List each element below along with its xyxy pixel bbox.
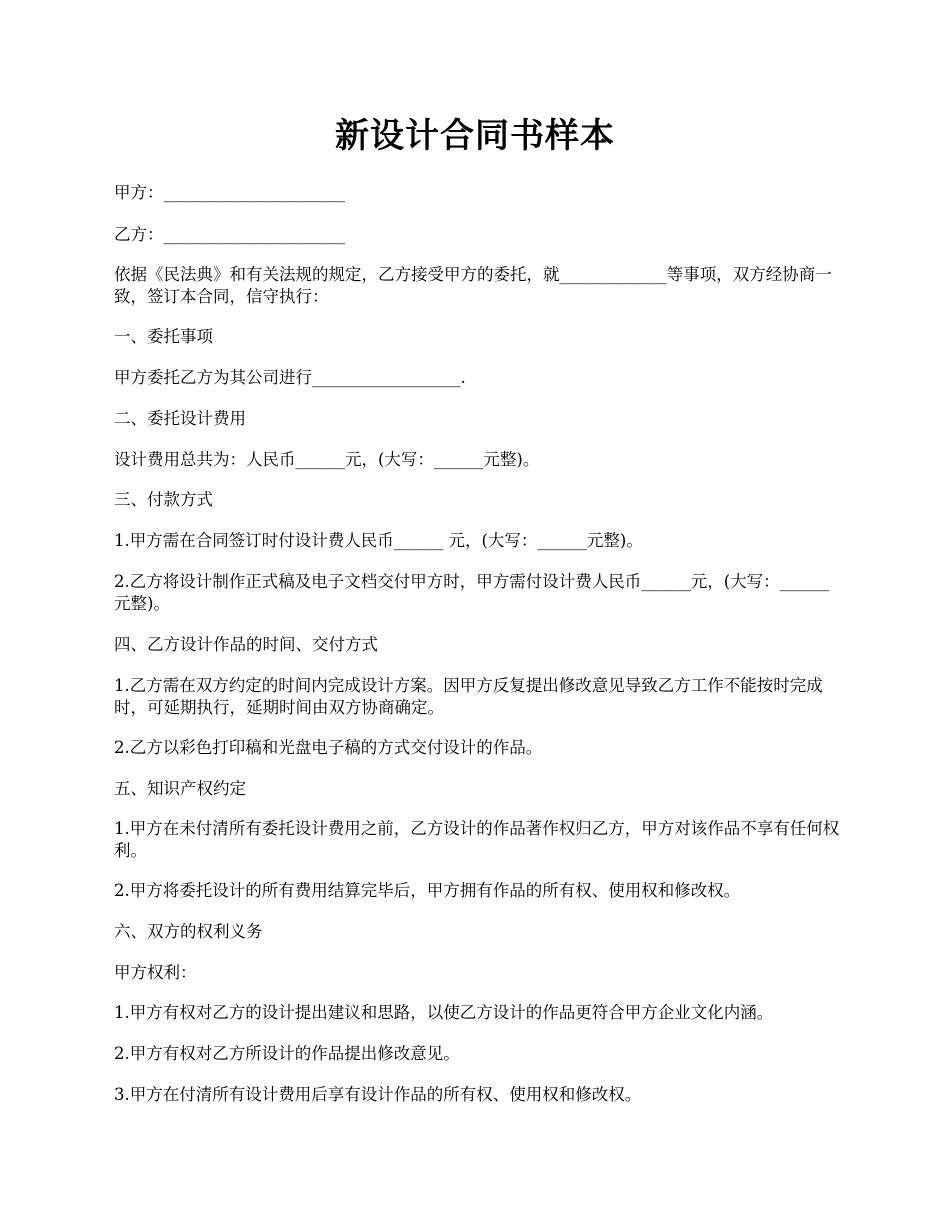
clause-paragraph: 2.甲方将委托设计的所有费用结算完毕后，甲方拥有作品的所有权、使用权和修改权。 xyxy=(114,881,741,900)
party-b-line: 乙方：______________________ xyxy=(114,225,345,244)
clause-paragraph: 设计费用总共为：人民币______元，(大写：______元整)。 xyxy=(114,450,540,469)
clause-paragraph: 1.乙方需在双方约定的时间内完成设计方案。因甲方反复提出修改意见导致乙方工作不能按时完成时，可延期执行，延期时间由双方协商确定。 xyxy=(114,676,823,717)
clause-paragraph: 1.甲方在未付清所有委托设计费用之前，乙方设计的作品著作权归乙方，甲方对该作品不享有任何权利。 xyxy=(114,819,840,860)
clause-paragraph: 2.乙方以彩色打印稿和光盘电子稿的方式交付设计的作品。 xyxy=(114,738,543,757)
section-heading-1: 一、委托事项 xyxy=(114,327,213,346)
document-title: 新设计合同书样本 xyxy=(335,116,615,156)
section-heading-3: 三、付款方式 xyxy=(114,490,213,509)
section-heading-4: 四、乙方设计作品的时间、交付方式 xyxy=(114,635,378,654)
clause-paragraph: 3.甲方在付清所有设计费用后享有设计作品的所有权、使用权和修改权。 xyxy=(114,1085,642,1104)
clause-paragraph: 2.乙方将设计制作正式稿及电子文档交付甲方时，甲方需付设计费人民币______元，(大写：______元整)。 xyxy=(114,572,830,613)
section-heading-5: 五、知识产权约定 xyxy=(114,779,246,798)
party-a-line: 甲方：______________________ xyxy=(114,183,345,202)
clause-paragraph: 甲方委托乙方为其公司进行__________________. xyxy=(114,368,466,387)
clause-paragraph: 2.甲方有权对乙方所设计的作品提出修改意见。 xyxy=(114,1044,460,1063)
clause-paragraph: 1.甲方需在合同签订时付设计费人民币______ 元，(大写：______元整)。 xyxy=(114,531,643,550)
section-heading-2: 二、委托设计费用 xyxy=(114,409,246,428)
sub-heading: 甲方权利： xyxy=(114,963,197,982)
clause-paragraph: 1.甲方有权对乙方的设计提出建议和思路，以使乙方设计的作品更符合甲方企业文化内涵。 xyxy=(114,1003,774,1022)
section-heading-6: 六、双方的权利义务 xyxy=(114,922,263,941)
preamble-paragraph: 依据《民法典》和有关法规的规定，乙方接受甲方的委托，就_____________等事项，双方经协商一致，签订本合同，信守执行： xyxy=(114,265,832,306)
